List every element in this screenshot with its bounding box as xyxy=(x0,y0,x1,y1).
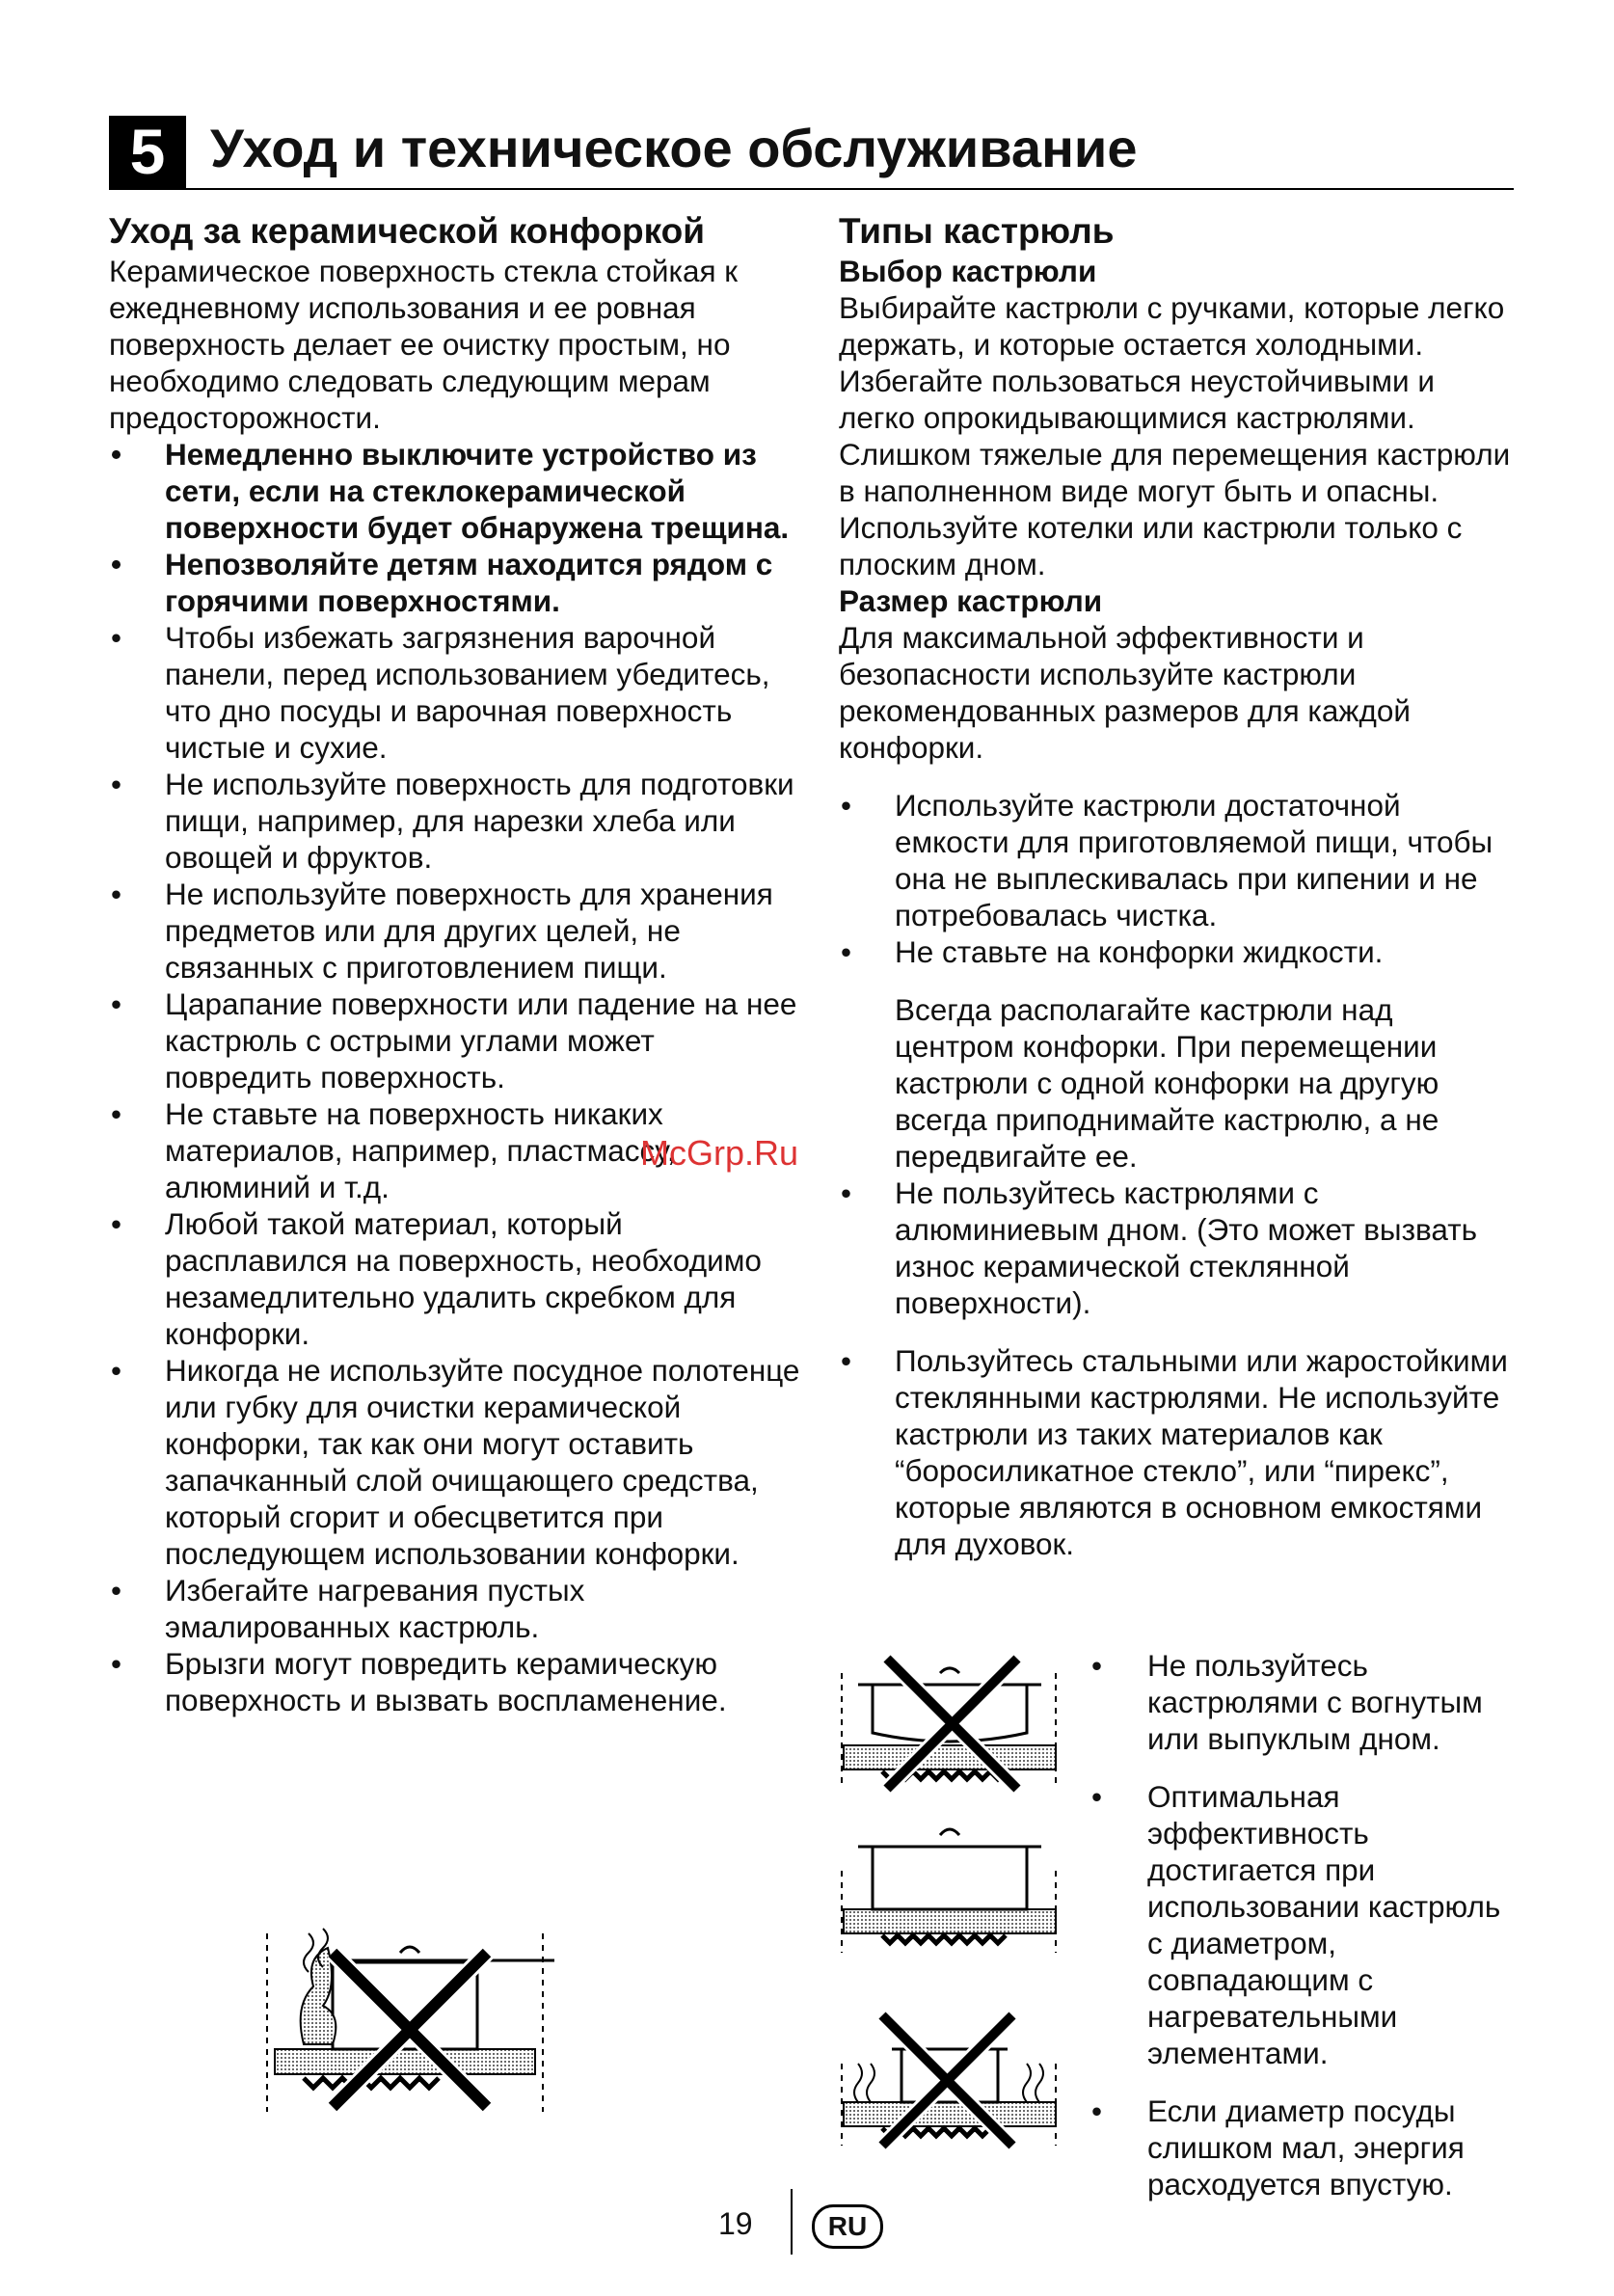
list-item: • Избегайте нагревания пустых эмалированных кастрюль. xyxy=(109,1572,805,1645)
list-item: • Если диаметр посуды слишком мал, энергия расходуется впустую. xyxy=(1070,2093,1523,2202)
list-item: • Не используйте поверхность для подготовки пищи, например, для нарезки хлеба или овощей и фруктов. xyxy=(109,766,805,876)
correct-pot-illustration xyxy=(834,1803,1065,1958)
list-item: • Используйте кастрюли достаточной емкости для приготовляемой пищи, чтобы она не выплескивалась при кипении и не потребовалась чистка. xyxy=(839,787,1514,933)
list-item: • Не пользуйтесь кастрюлями с вогнутым или выпуклым дном. xyxy=(1070,1647,1523,1757)
small-pot-illustration xyxy=(834,1986,1065,2150)
page-number: 19 xyxy=(718,2206,753,2241)
watermark: McGrp.Ru xyxy=(640,1133,799,1173)
concave-pot-illustration xyxy=(834,1644,1065,1794)
subheading-pot-choice: Выбор кастрюли xyxy=(839,254,1097,288)
list-item: • Любой такой материал, который расплавился на поверхность, необходимо незамедлительно удалить скребком для конфорки. xyxy=(109,1205,805,1352)
list-item: • Не пользуйтесь кастрюлями с алюминиевым дном. (Это может вызвать износ керамической стеклянной поверхности). xyxy=(839,1175,1514,1321)
right-heading: Типы кастрюль xyxy=(839,211,1115,251)
list-item: • Не используйте поверхность для хранения предметов или для других целей, не связанных с приготовлением пищи. xyxy=(109,876,805,986)
left-intro: Керамическое поверхность стекла стойкая к ежедневному использования и ее ровная поверхность делает ее очистку простым, но необходимо следовать следующим мерам предосторожности. xyxy=(109,254,739,435)
list-item: • Брызги могут повредить керамическую поверхность и вызвать воспламенение. xyxy=(109,1645,805,1718)
section-title: Уход и техническое обслуживание xyxy=(210,118,1138,178)
pot-choice-text: Выбирайте кастрюли с ручками, которые легко держать, и которые остается холодными. Избегайте пользоваться неустойчивыми и легко опрокидывающимися кастрюлями. Слишком тяжелые для перемещения кастрюли в наполненном виде могут быть и опасны. Используйте котелки или кастрюли только с плоским дном. xyxy=(839,290,1511,581)
list-item: • Чтобы избежать загрязнения варочной панели, перед использованием убедитесь, что дно посуды и варочная поверхность чистые и сухие. xyxy=(109,619,805,766)
list-item: • Никогда не используйте посудное полотенце или губку для очистки керамической конфорки, так как они могут оставить запачканный слой очищающего средства, который сгорит и обесцветится при последующем использовании конфорки. xyxy=(109,1352,805,1572)
list-item: • Непозволяйте детям находится рядом с горячими поверхностями. xyxy=(109,546,805,619)
left-heading: Уход за керамической конфоркой xyxy=(109,211,706,251)
pot-bullet-list-2 xyxy=(839,1175,1514,1562)
boil-over-illustration xyxy=(265,1914,554,2117)
list-item: • Оптимальная эффективность достигается при использовании кастрюль с диаметром, совпадающим с нагревательными элементами. xyxy=(1070,1778,1523,2071)
section-number-badge: 5 xyxy=(109,116,186,188)
list-item: • Не ставьте на поверхность никаких материалов, например, пластмассу, алюминий и т.д. xyxy=(109,1095,805,1205)
language-badge: RU xyxy=(812,2204,883,2249)
footer-divider xyxy=(791,2189,793,2255)
list-item: • Пользуйтесь стальными или жаростойкими стеклянными кастрюлями. Не используйте кастрюли из таких материалов как “боросиликатное стекло”, или “пирекс”, которые являются в основном емкостями для духовок. xyxy=(839,1342,1514,1562)
care-bullet-list xyxy=(109,436,805,1718)
left-column xyxy=(109,210,805,1718)
list-item: • Царапание поверхности или падение на нее кастрюль с острыми углами может повредить поверхность. xyxy=(109,986,805,1095)
pot-bullet-list-1 xyxy=(839,787,1514,970)
right-column xyxy=(839,210,1514,1562)
header-rule xyxy=(109,188,1514,190)
pot-bottom-list xyxy=(1070,1647,1523,2202)
list-item: • Не ставьте на конфорки жидкости. xyxy=(839,933,1514,970)
pot-center-text: Всегда располагайте кастрюли над центром конфорки. При перемещении кастрюли с одной конфорки на другую всегда приподнимайте кастрюлю, а не передвигайте ее. xyxy=(895,992,1439,1174)
pot-size-text: Для максимальной эффективности и безопасности используйте кастрюли рекомендованных размеров для каждой конфорки. xyxy=(839,620,1411,765)
subheading-pot-size: Размер кастрюли xyxy=(839,583,1103,618)
list-item: • Немедленно выключите устройство из сети, если на стеклокерамической поверхности будет обнаружена трещина. xyxy=(109,436,805,546)
